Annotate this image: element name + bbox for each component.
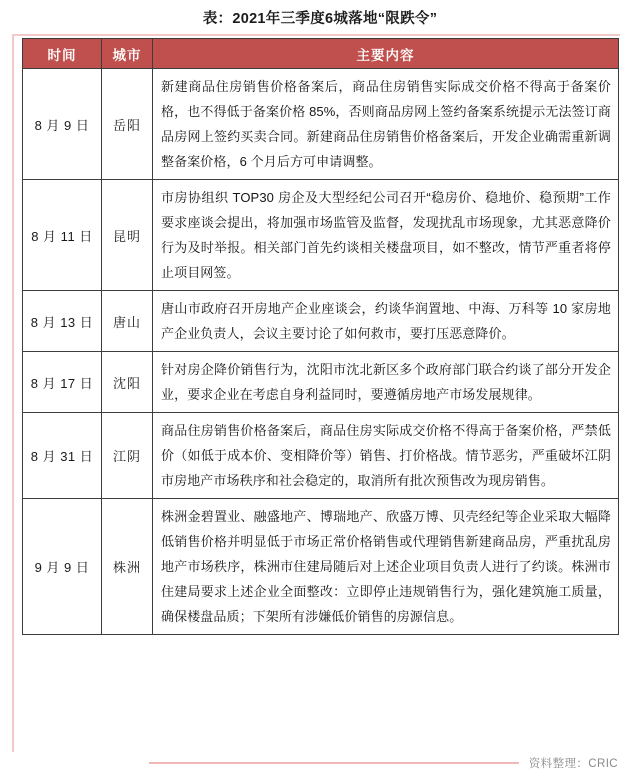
- table-row: [23, 291, 619, 352]
- column-header-content: 主要内容: [153, 39, 619, 69]
- table-row: [23, 413, 619, 499]
- table-row: [23, 180, 619, 291]
- figure-footer: [12, 752, 632, 774]
- column-header-city: 城市: [102, 39, 153, 69]
- footer-decorative-rule: [149, 762, 519, 764]
- decorative-top-rule: [12, 34, 620, 36]
- cell-content: 针对房企降价销售行为，沈阳市沈北新区多个政府部门联合约谈了部分开发企业，要求企业在考虑自身利益同时，要遵循房地产市场发展规律。: [153, 352, 619, 413]
- cell-content: 新建商品住房销售价格备案后，商品住房销售实际成交价格不得高于备案价格，也不得低于备案价格 85%，否则商品房网上签约备案系统提示无法签订商品房网上签约买卖合同。新建商品住房销售价格备案后，开发企业确需重新调整备案价格，6 个月后方可申请调整。: [153, 69, 619, 180]
- cell-city: 岳阳: [102, 69, 153, 180]
- table-row: [23, 69, 619, 180]
- table-header: [23, 39, 619, 69]
- cell-city: 沈阳: [102, 352, 153, 413]
- cell-time: 8 月 31 日: [23, 413, 102, 499]
- cell-time: 8 月 13 日: [23, 291, 102, 352]
- cell-city: 昆明: [102, 180, 153, 291]
- cell-time: 8 月 11 日: [23, 180, 102, 291]
- cell-content: 市房协组织 TOP30 房企及大型经纪公司召开“稳房价、稳地价、稳预期”工作要求座谈会提出，将加强市场监管及监督，发现扰乱市场现象，尤其恶意降价行为及时举报。相关部门首先约谈相关楼盘项目，如不整改，情节严重者将停止项目网签。: [153, 180, 619, 291]
- cell-time: 9 月 9 日: [23, 499, 102, 635]
- policy-table: [22, 38, 619, 635]
- column-header-time: 时间: [23, 39, 102, 69]
- figure-title-bar: [0, 0, 640, 34]
- table-body: [23, 69, 619, 635]
- cell-content: 唐山市政府召开房地产企业座谈会，约谈华润置地、中海、万科等 10 家房地产企业负责人，会议主要讨论了如何救市，要打压恶意降价。: [153, 291, 619, 352]
- cell-time: 8 月 9 日: [23, 69, 102, 180]
- cell-content: 商品住房销售价格备案后，商品住房实际成交价格不得高于备案价格，严禁低价（如低于成本价、变相降价等）销售、打价格战。情节恶劣，严重破坏江阴市房地产市场秩序和社会稳定的，取消所有批次预售改为现房销售。: [153, 413, 619, 499]
- cell-time: 8 月 17 日: [23, 352, 102, 413]
- cell-city: 唐山: [102, 291, 153, 352]
- decorative-left-rule: [12, 34, 14, 752]
- page-title: 表：2021年三季度6城落地“限跌令”: [202, 10, 438, 27]
- table-header-row: [23, 39, 619, 69]
- cell-content: 株洲金碧置业、融盛地产、博瑞地产、欣盛万博、贝壳经纪等企业采取大幅降低销售价格并明显低于市场正常价格销售或代理销售新建商品房，严重扰乱房地产市场秩序，株洲市住建局随后对上述企业项目负责人进行了约谈。株洲市住建局要求上述企业全面整改：立即停止违规销售行为，强化建筑施工质量，确保楼盘品质；下架所有涉嫌低价销售的房源信息。: [153, 499, 619, 635]
- table-row: [23, 499, 619, 635]
- cell-city: 株洲: [102, 499, 153, 635]
- table-container: [22, 38, 618, 635]
- source-credit: 资料整理：CRIC: [528, 758, 618, 770]
- table-row: [23, 352, 619, 413]
- cell-city: 江阴: [102, 413, 153, 499]
